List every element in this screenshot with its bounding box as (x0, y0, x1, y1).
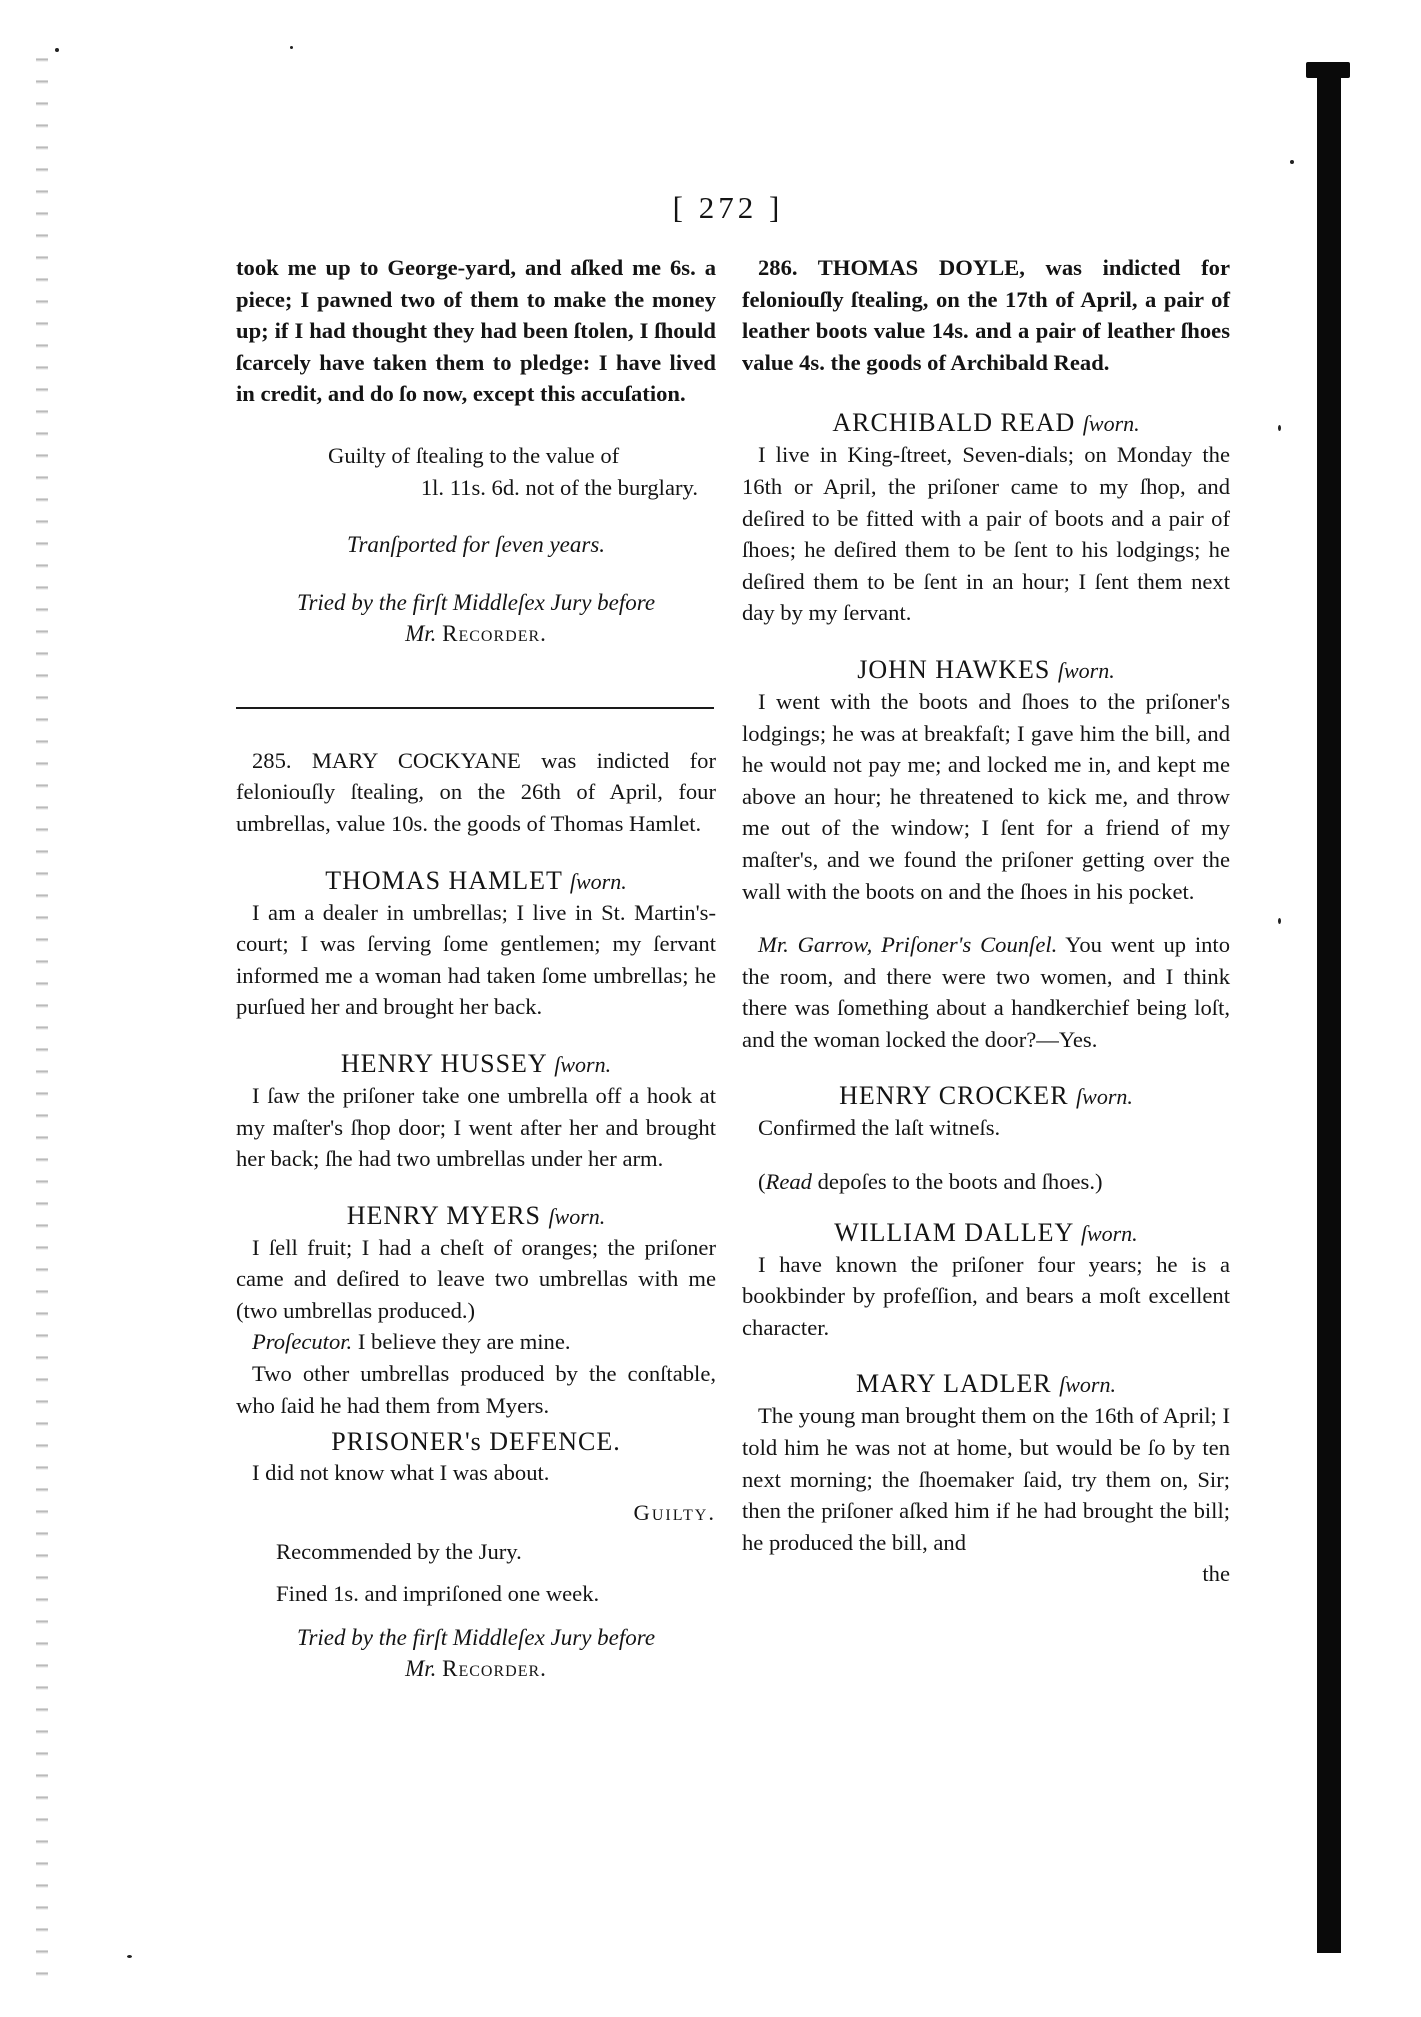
tried-by-line (236, 587, 716, 649)
section-divider (236, 707, 714, 709)
sworn-label: ſworn. (569, 868, 627, 894)
testimony-paragraph: I ſaw the priſoner take one umbrella off a hook at my maſter's ſhop door; I went after her and brought her back; ſhe had two umbrellas under her arm. (236, 1082, 716, 1172)
testimony-paragraph: I am a dealer in umbrellas; I live in St. Martin's-court; I was ſerving ſome gentlemen; my ſervant informed me a woman had taken ſome umbrellas; he purſued her and brought her back. (236, 899, 716, 1020)
verdict-line: 1l. 11s. 6d. not of the burglary. (420, 474, 698, 500)
tried-by-line (236, 1622, 716, 1684)
witness-name: THOMAS HAMLET (325, 865, 563, 895)
prosecutor-label: Proſecutor. (252, 1329, 353, 1355)
defence-heading: PRISONER's DEFENCE. (331, 1427, 621, 1457)
sworn-label: ſworn. (1076, 1084, 1133, 1110)
scan-speck (1290, 160, 1294, 164)
witness-heading (236, 1201, 716, 1232)
testimony-paragraph: Confirmed the laſt witneſs. (758, 1115, 1001, 1141)
sentence-line: Tranſported for ſeven years. (346, 532, 606, 558)
sworn-label: ſworn. (1082, 411, 1140, 437)
scan-speck (1278, 425, 1281, 431)
sworn-label: ſworn. (1080, 1220, 1138, 1246)
witness-name: HENRY CROCKER (839, 1081, 1069, 1111)
witness-name: MARY LADLER (855, 1369, 1052, 1399)
witness-name: WILLIAM DALLEY (834, 1217, 1074, 1247)
scan-binding-edge (1317, 65, 1341, 1953)
witness-heading (742, 1081, 1230, 1112)
verdict-line: Guilty of ſtealing to the value of (328, 442, 620, 468)
scan-speck (55, 48, 59, 52)
left-column (236, 252, 716, 1684)
verdict-guilty: Guilty. (633, 1499, 716, 1525)
indictment-paragraph: 286. THOMAS DOYLE, was indicted for feloniouſly ſtealing, on the 17th of April, a pair of leather boots value 14s. and a pair of leather ſhoes value 4s. the goods of Archibald Read. (742, 255, 1230, 375)
testimony-paragraph: I went with the boots and ſhoes to the priſoner's lodgings; he was at breakfaſt; I gave him the bill, and he would not pay me; and locked me in, and kept me above an hour; he threatened to kick me, and throw me out of the window; I ſent for a friend of my maſter's, and we found the priſoner getting over the wall with the boots on and the ſhoes in his pocket. (742, 688, 1230, 904)
deposition-note: (Read depoſes to the boots and ſhoes.) (758, 1169, 1103, 1195)
sworn-label: ſworn. (554, 1051, 612, 1077)
scan-speck (127, 1955, 132, 1958)
witness-name: ARCHIBALD READ (832, 408, 1076, 438)
sworn-label: ſworn. (548, 1203, 606, 1229)
fine-line: Fined 1s. and impriſoned one week. (276, 1581, 600, 1607)
indictment-paragraph: 285. MARY COCKYANE was indicted for feloniouſly ſtealing, on the 26th of April, four umbrellas, value 10s. the goods of Thomas Hamlet. (236, 747, 716, 836)
recommendation-line: Recommended by the Jury. (276, 1539, 522, 1565)
deposition-name: Read (765, 1169, 812, 1195)
witness-heading (236, 1049, 716, 1080)
testimony-paragraph: I have known the priſoner four years; he is a bookbinder by profeſſion, and bears a moſt excellent character. (742, 1251, 1230, 1340)
sworn-label: ſworn. (1059, 1372, 1116, 1398)
verdict-block (328, 440, 716, 503)
case-285 (236, 745, 716, 1684)
witness-heading (742, 408, 1230, 439)
witness-heading (236, 866, 716, 897)
testimony-paragraph: I ſell fruit; I had a cheſt of oranges; the priſoner came and deſired to leave two umbrellas with me (two umbrellas produced.) (236, 1234, 716, 1323)
sworn-label: ſworn. (1057, 657, 1115, 683)
witness-heading (742, 1369, 1230, 1400)
tried-by-mr: Mr. (405, 620, 437, 646)
constable-paragraph: Two other umbrellas produced by the conſtable, who ſaid he had them from Myers. (236, 1361, 716, 1418)
tried-by-text: Tried by the firſt Middleſex Jury before (296, 589, 656, 615)
testimony-paragraph: I live in King-ſtreet, Seven-dials; on Monday the 16th or April, the priſoner came to my ſhop, and deſired to be fitted with a pair of boots and a pair of ſhoes; he deſired them to be ſent to his lodgings; he deſired them to be ſent in an hour; I ſent them next day by my ſervant. (742, 442, 1230, 626)
right-column (742, 252, 1230, 1590)
counsel-text: You went up into the room, and there were two women, and I think there was ſomething about a handkerchief being loſt, and the woman locked the door?—Yes. (742, 932, 1231, 1052)
deposition-text: depoſes to the boots and ſhoes.) (817, 1169, 1103, 1195)
counsel-question (742, 929, 1230, 1055)
counsel-label: Mr. Garrow, Priſoner's Counſel. (758, 932, 1058, 958)
witness-heading (742, 655, 1230, 686)
scan-edge-noise (36, 40, 48, 1980)
scan-speck (290, 46, 293, 49)
defence-text: I did not know what I was about. (252, 1460, 550, 1486)
witness-name: JOHN HAWKES (857, 654, 1051, 684)
tried-by-recorder: Recorder. (442, 620, 547, 646)
witness-name: HENRY HUSSEY (340, 1048, 547, 1078)
tried-by-mr: Mr. (405, 1655, 437, 1681)
witness-name: HENRY MYERS (346, 1200, 541, 1230)
page-number: [ 272 ] (672, 190, 784, 225)
catchword: the (1202, 1561, 1230, 1587)
continuation-paragraph: took me up to George-yard, and aſked me 6s. a piece; I pawned two of them to make the money up; if I had thought they had been ſtolen, I ſhould ſcarcely have taken them to pledge: I have lived in credit, and do ſo now, except this accuſation. (236, 255, 716, 407)
tried-by-text: Tried by the firſt Middleſex Jury before (296, 1624, 656, 1650)
witness-heading (742, 1218, 1230, 1249)
scan-speck (1278, 918, 1281, 924)
tried-by-recorder: Recorder. (442, 1655, 547, 1681)
prosecutor-text: I believe they are mine. (357, 1329, 571, 1355)
prosecutor-line (236, 1326, 716, 1358)
testimony-paragraph: The young man brought them on the 16th of April; I told him he was not at home, but would be ſo by ten next morning; the ſhoemaker ſaid, try them on, Sir; then the priſoner aſked him if he had brought the bill; he produced the bill, and (742, 1403, 1230, 1555)
